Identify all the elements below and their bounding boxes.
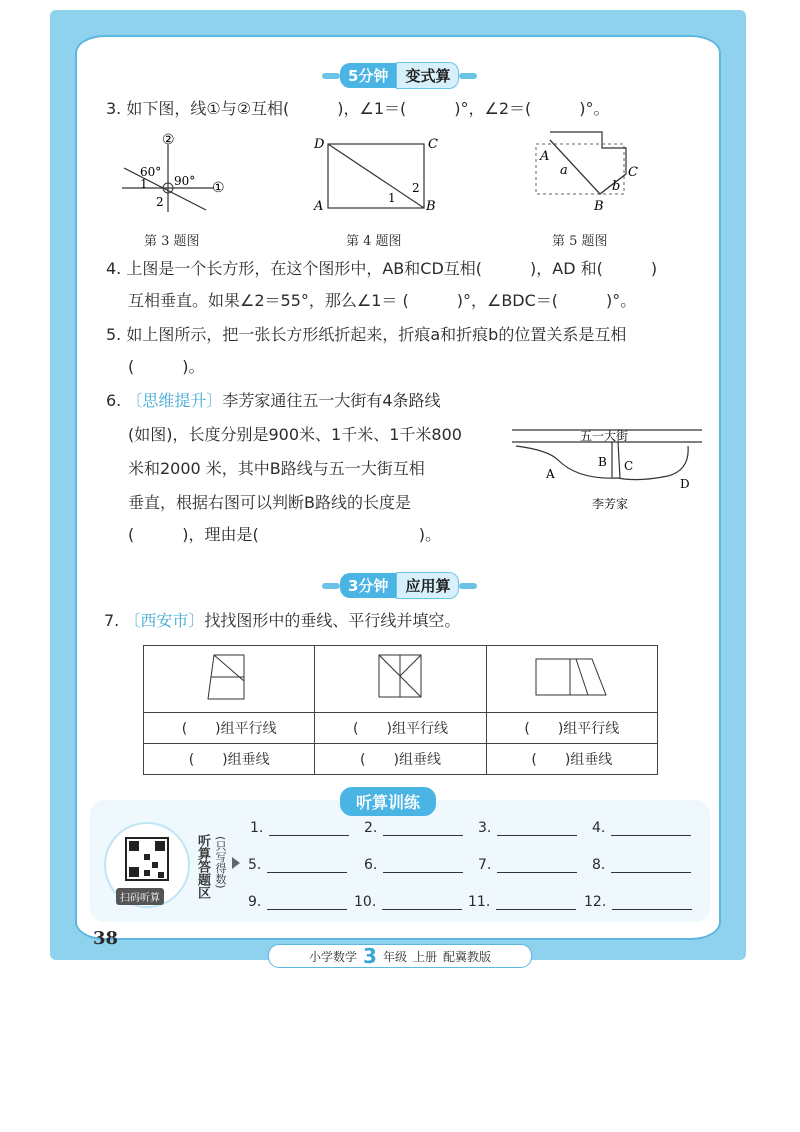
shape-3 [532, 651, 612, 703]
perp-cell-1: ( )组垂线 [144, 744, 315, 775]
band-line [322, 583, 340, 589]
question-6-text-1: 李芳家通往五一大街有4条路线 [222, 391, 441, 410]
fig5-C: C [628, 165, 638, 180]
question-4-line-1: 4. 上图是一个长方形，在这个图形中，AB和CD互相( )，AD 和( ) [106, 259, 658, 278]
shape-cell-1 [144, 646, 315, 713]
fig4-num-2: 2 [412, 181, 420, 195]
perp-cell-2: ( )组垂线 [315, 744, 486, 775]
fig4-D: D [314, 137, 325, 152]
parallel-cell-1: ( )组平行线 [144, 713, 315, 744]
answer-area-label: 听算答题区 [195, 834, 210, 899]
footer-banner [268, 944, 532, 968]
question-6-line-4: 垂直，根据右图可以判断B路线的长度是 [128, 493, 411, 512]
shape-cell-2 [315, 646, 486, 713]
figure-6-map [508, 420, 708, 520]
question-6-line-1: 6. 〔思维提升〕李芳家通往五一大街有4条路线 [106, 391, 441, 410]
answer-blank-7[interactable]: 7. [478, 857, 577, 873]
play-arrow-icon [232, 857, 240, 869]
fig4-B: B [426, 199, 436, 214]
fig5-A: A [540, 149, 550, 164]
fig5-caption: 第 5 题图 [552, 234, 608, 249]
fig5-b: b [612, 179, 621, 194]
section-header-1 [322, 62, 477, 89]
fig5-a: a [560, 163, 568, 178]
fig4-A: A [314, 199, 324, 214]
fig3-angle-60: 60° [140, 165, 162, 179]
answer-blank-1[interactable]: 1. [250, 820, 349, 836]
question-5-line-1: 5. 如上图所示，把一张长方形纸折起来，折痕a和折痕b的位置关系是互相 [106, 325, 627, 344]
street-label: 五一大街 [580, 429, 629, 443]
footer-edition: 配冀教版 [442, 949, 491, 964]
parallel-cell-2: ( )组平行线 [315, 713, 486, 744]
shape-2 [375, 651, 425, 703]
shape-cell-3 [486, 646, 657, 713]
question-3: 3. 如下图，线①与②互相( )，∠1＝( )°，∠2＝( )°。 [106, 99, 610, 118]
route-C: C [624, 459, 634, 473]
fig3-num-1: 1 [140, 177, 148, 191]
band-line [459, 73, 477, 79]
section-title: 变式算 [396, 62, 459, 89]
route-D: D [680, 477, 690, 491]
section-header-2 [322, 572, 477, 599]
answer-blank-2[interactable]: 2. [364, 820, 463, 836]
shape-1 [204, 651, 254, 703]
question-5-line-2: ( )。 [128, 357, 205, 376]
section-time: 5分钟 [340, 63, 396, 88]
footer-grade: 3 [363, 944, 377, 968]
answer-blank-9[interactable]: 9. [248, 894, 347, 910]
fig5-B: B [594, 199, 604, 214]
footer-subject: 小学数学 [309, 949, 358, 964]
route-A: A [546, 467, 555, 481]
question-7-text: 找找图形中的垂线、平行线并填空。 [204, 611, 461, 630]
footer-grade-unit: 年级 [382, 949, 407, 964]
question-6-tag: 〔思维提升〕 [126, 391, 223, 410]
question-4-line-2: 互相垂直。如果∠2＝55°，那么∠1＝ ( )°，∠BDC＝( )°。 [128, 291, 637, 310]
answer-blank-5[interactable]: 5. [248, 857, 347, 873]
page-number: 38 [93, 928, 119, 949]
figure-5 [536, 132, 638, 214]
answer-area-note: (只写得数) [214, 836, 227, 889]
home-label: 李芳家 [592, 497, 629, 511]
qr-label: 扫码听算 [116, 888, 164, 905]
figure-4 [313, 137, 438, 214]
fig4-C: C [428, 137, 438, 152]
fig3-label-2: ② [162, 132, 175, 148]
fig3-angle-90: 90° [174, 174, 196, 188]
answer-blank-4[interactable]: 4. [592, 820, 691, 836]
perp-cell-3: ( )组垂线 [486, 744, 657, 775]
answer-blank-8[interactable]: 8. [592, 857, 691, 873]
answer-blank-3[interactable]: 3. [478, 820, 577, 836]
parallel-cell-3: ( )组平行线 [486, 713, 657, 744]
question-7 [104, 606, 460, 636]
question-6-line-2: (如图)，长度分别是900米、1千米、1千米800 [128, 425, 462, 444]
fig3-caption: 第 3 题图 [144, 234, 200, 249]
footer-term: 上册 [412, 949, 437, 964]
listening-title: 听算训练 [340, 787, 436, 816]
question-7-num: 7. [104, 611, 120, 630]
figure-3 [122, 132, 225, 212]
question-6-line-5: ( )，理由是( )。 [128, 525, 441, 544]
band-line [459, 583, 477, 589]
section-title: 应用算 [396, 572, 459, 599]
fig3-num-2: 2 [156, 195, 164, 209]
answer-blank-6[interactable]: 6. [364, 857, 463, 873]
fig4-caption: 第 4 题图 [346, 234, 402, 249]
figures-row [110, 128, 710, 228]
answer-blank-12[interactable]: 12. [584, 894, 692, 910]
section-time: 3分钟 [340, 573, 396, 598]
fig4-num-1: 1 [388, 191, 396, 205]
band-line [322, 73, 340, 79]
question-7-tag: 〔西安市〕 [124, 611, 205, 630]
answer-blank-11[interactable]: 11. [468, 894, 576, 910]
figures-table [143, 645, 658, 775]
route-B: B [598, 455, 607, 469]
question-6-line-3: 米和2000 米，其中B路线与五一大街互相 [128, 459, 425, 478]
fig3-label-1: ① [212, 180, 225, 196]
answer-blank-10[interactable]: 10. [354, 894, 462, 910]
